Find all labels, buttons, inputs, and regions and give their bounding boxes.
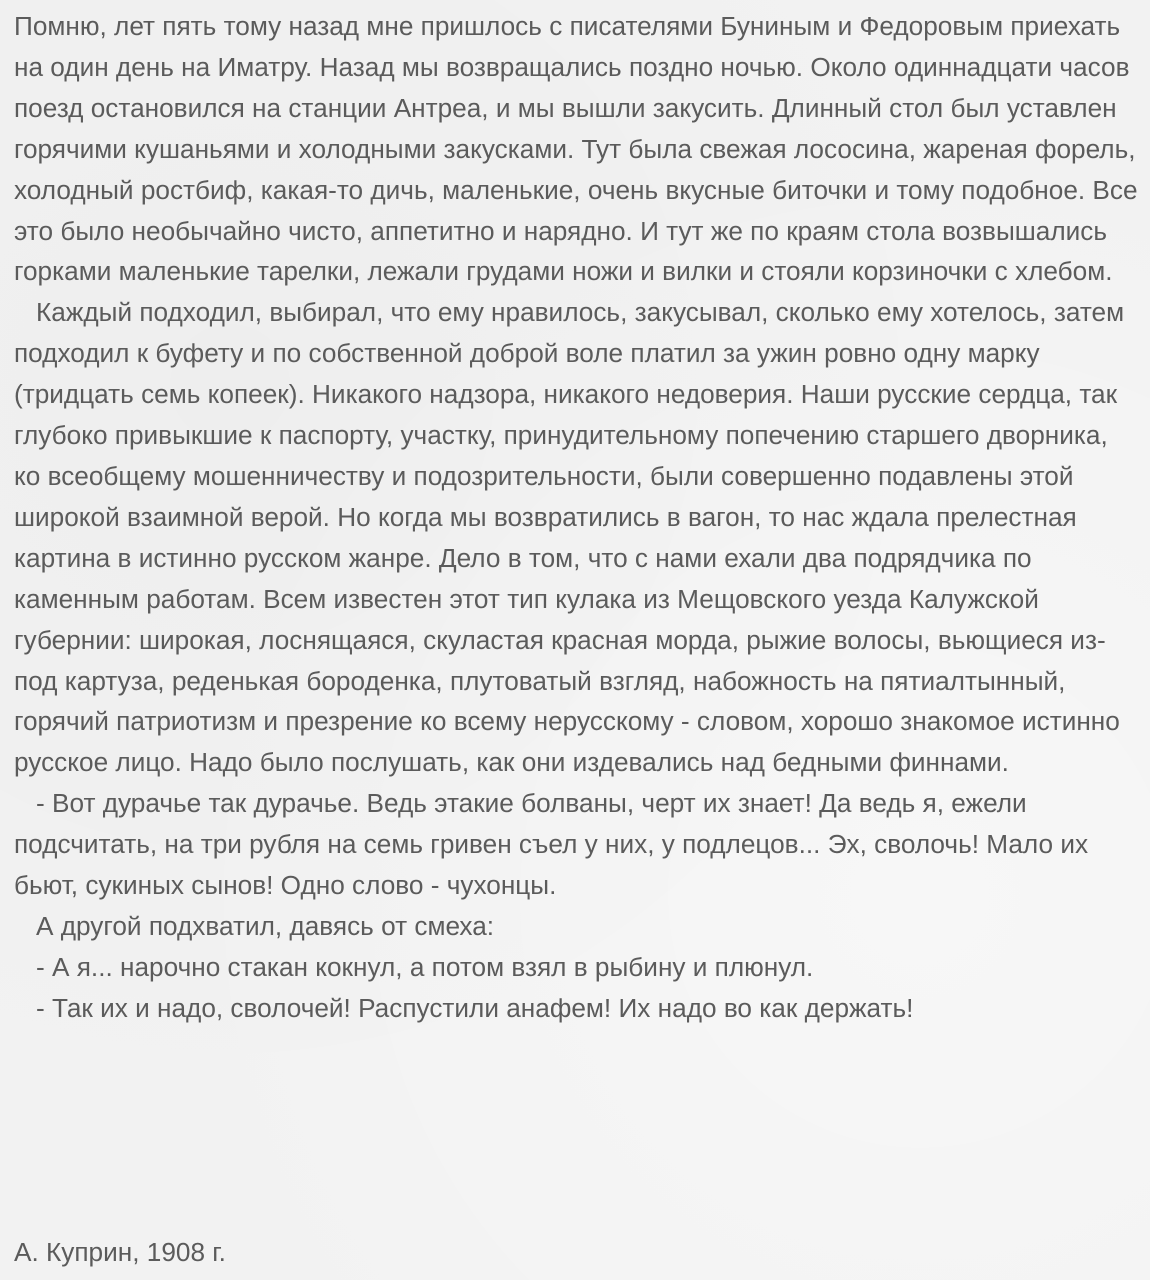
dialog-line-1: - Вот дурачье так дурачье. Ведь этакие болваны, черт их знает! Да ведь я, ежели подсчитать, на три рубля на семь гривен съел у них, у подлецов... Эх, сволочь! Мало их бьют, сукиных сынов! Одно слово - чухонцы. [14, 788, 1089, 901]
dialog-line-3: - Так их и надо, сволочей! Распустили анафем! Их надо во как держать! [36, 992, 914, 1023]
paragraph-2: Каждый подходил, выбирал, что ему нравилось, закусывал, сколько ему хотелось, затем подходил к буфету и по собственной доброй воле платил за ужин ровно одну марку (тридцать семь копеек). Никакого надзора, никакого недоверия. Наши русские сердца, так глубоко привыкшие к паспорту, участку, принудительному попечению старшего дворника, ко всеобщему мошенничеству и подозрительности, были совершенно подавлены этой широкой взаимной верой. Но когда мы возвратились в вагон, то нас ждала прелестная картина в истинно русском жанре. Дело в том, что с нами ехали два подрядчика по каменным работам. Всем известен этот тип кулака из Мещовского уезда Калужской губернии: широкая, лоснящаяся, скуластая красная морда, рыжие волосы, вьющиеся из-под картуза, реденькая бороденка, плутоватый взгляд, набожность на пятиалтынный, горячий патриотизм и презрение ко всему нерусскому - словом, хорошо знакомое истинно русское лицо. Надо было послушать, как они издевались над бедными финнами. [14, 297, 1125, 778]
story-text [14, 6, 1140, 1029]
author-signature: А. Куприн, 1908 г. [14, 1237, 226, 1267]
narration-line: А другой подхватил, давясь от смеха: [36, 910, 495, 941]
paragraph-1: Помню, лет пять тому назад мне пришлось с писателями Буниным и Федоровым приехать на один день на Иматру. Назад мы возвращались поздно ночью. Около одиннадцати часов поезд остановился на станции Антреа, и мы вышли закусить. Длинный стол был уставлен горячими кушаньями и холодными закусками. Тут была свежая лососина, жареная форель, холодный ростбиф, какая-то дичь, маленькие, очень вкусные биточки и тому подобное. Все это было необычайно чисто, аппетитно и нарядно. И тут же по краям стола возвышались горками маленькие тарелки, лежали грудами ножи и вилки и стояли корзиночки с хлебом. [14, 11, 1138, 287]
dialog-line-2: - А я... нарочно стакан кокнул, а потом взял в рыбину и плюнул. [36, 951, 814, 982]
